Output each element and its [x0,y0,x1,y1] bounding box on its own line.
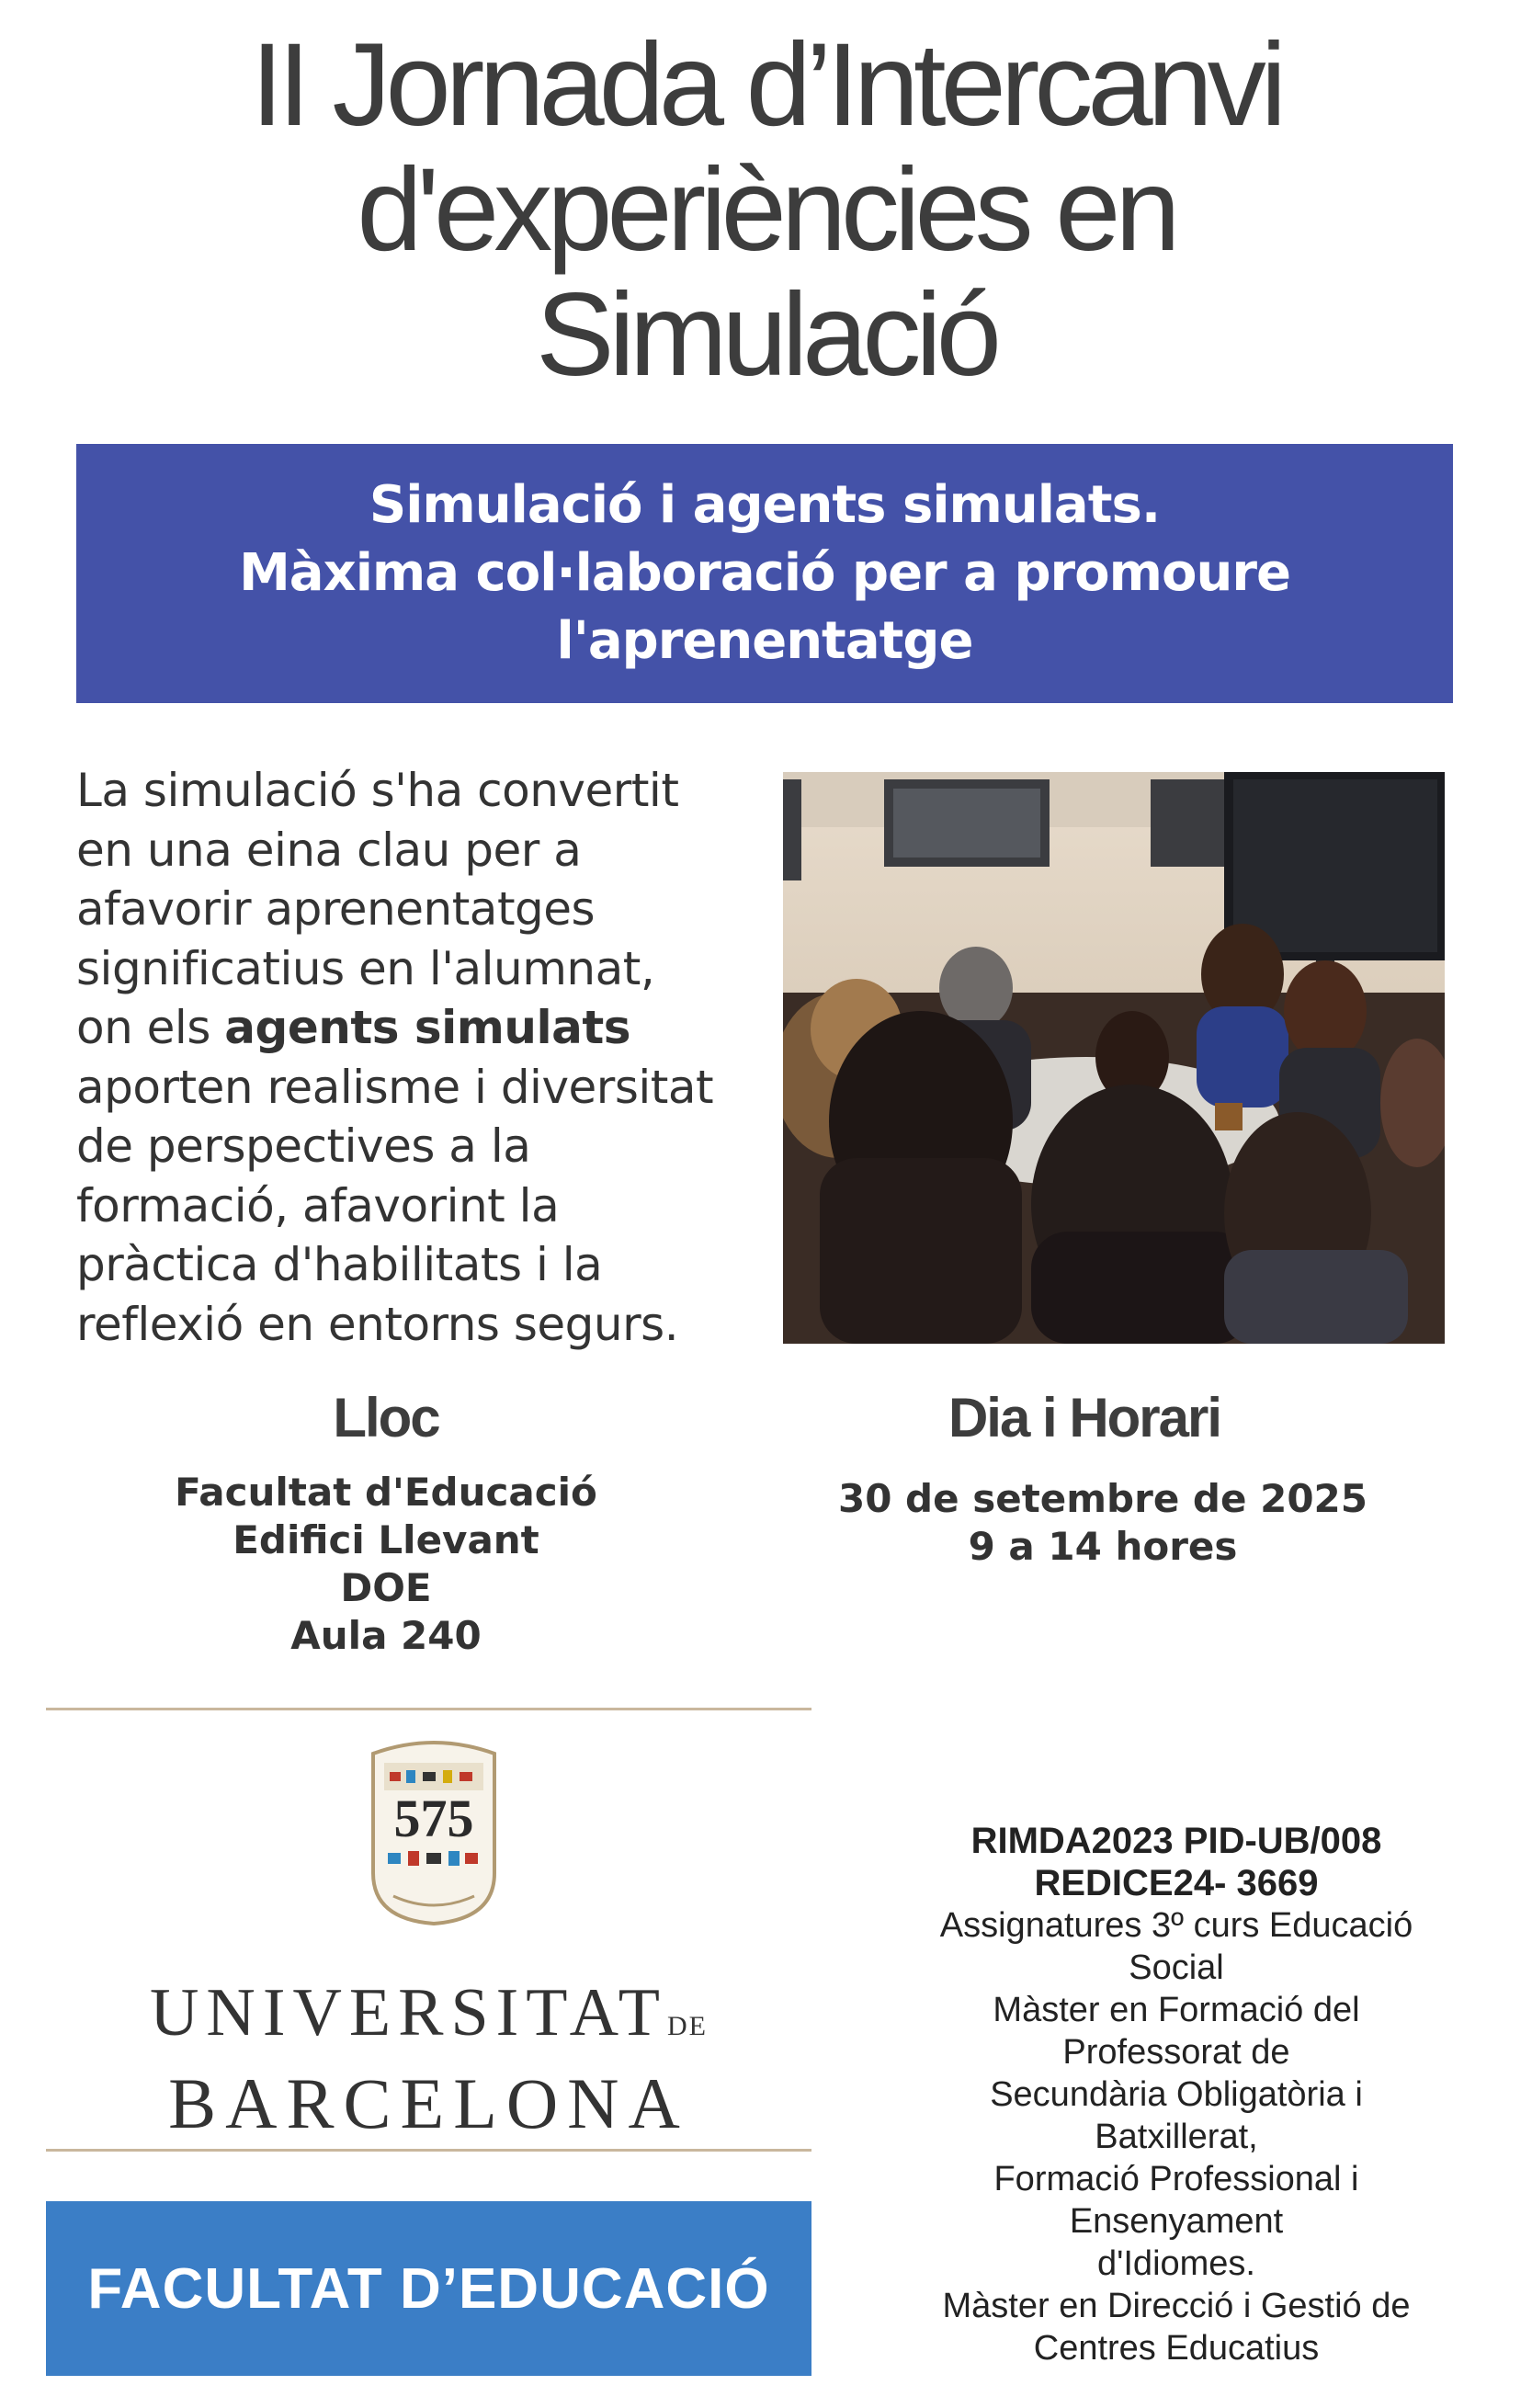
divider-bottom [46,2149,811,2152]
project-line: Assignatures 3º curs Educació [939,1906,1413,1945]
university-name-line-1 [46,1976,811,2063]
schedule-line: 30 de setembre de 2025 [837,1476,1367,1521]
intro-line: formació, afavorint la [76,1178,560,1232]
project-code: RIMDA2023 PID-UB/008 [970,1821,1382,1861]
event-title [0,19,1532,401]
project-line: Secundària Obligatòria i [990,2075,1363,2114]
university-word: UNIVERSITAT [149,1975,668,2050]
place-line: DOE [340,1565,432,1610]
workshop-photo [783,772,1445,1344]
schedule-details [790,1475,1415,1571]
divider-top [46,1708,811,1710]
project-line: Màster en Formació del [993,1991,1360,2029]
faculty-button[interactable]: FACULTAT D’EDUCACIÓ [46,2201,811,2376]
intro-line: reflexió en entorns segurs. [76,1297,679,1351]
project-line: Formació Professional i [993,2160,1359,2198]
schedule-heading: Dia i Horari [948,1387,1221,1448]
project-info [882,1820,1470,2369]
title-line-2: d'experiències en [357,144,1175,276]
intro-line: afavorir aprenentatges [76,882,596,936]
schedule-line: 9 a 14 hores [968,1524,1238,1569]
intro-paragraph [76,761,793,1354]
banner-line-3: l'aprenentatge [556,611,973,671]
place-details [55,1469,717,1660]
intro-text: on els [76,1001,225,1054]
intro-line: aporten realisme i diversitat [76,1060,714,1114]
university-de: DE [667,2011,709,2041]
intro-line: de perspectives a la [76,1119,531,1173]
project-line: Social [1129,1948,1224,1987]
university-seal-logo [366,1735,502,1928]
project-line: Ensenyament [1069,2202,1284,2241]
subtitle-banner [76,444,1453,703]
place-line: Aula 240 [290,1613,482,1658]
place-line: Facultat d'Educació [175,1470,597,1515]
title-line-1: II Jornada d’Intercanvi [250,19,1282,151]
intro-line: significatius en l'alumnat, [76,941,655,995]
intro-line: La simulació s'ha convertit [76,764,679,817]
project-line: Centres Educatius [1033,2329,1320,2368]
intro-line [76,998,793,1058]
university-name [46,1976,811,2144]
banner-line-2: Màxima col·laboració per a promoure [239,543,1290,603]
project-line: Professorat de [1062,2033,1290,2072]
intro-line: pràctica d'habilitats i la [76,1238,603,1291]
photo-illustration [783,772,1445,1344]
project-line: d'Idiomes. [1096,2244,1255,2283]
seal-number: 575 [393,1789,474,1848]
place-heading: Lloc [333,1387,439,1448]
title-line-3: Simulació [536,269,996,401]
intro-highlight: agents simulats [224,1001,631,1054]
intro-line: en una eina clau per a [76,823,582,877]
project-line: Batxillerat, [1095,2118,1258,2156]
place-line: Edifici Llevant [233,1517,539,1562]
project-code: REDICE24- 3669 [1034,1863,1319,1903]
project-line: Màster en Direcció i Gestió de [942,2287,1411,2325]
banner-line-1: Simulació i agents simulats. [369,475,1161,535]
university-name-line-2: BARCELONA [168,2063,689,2143]
